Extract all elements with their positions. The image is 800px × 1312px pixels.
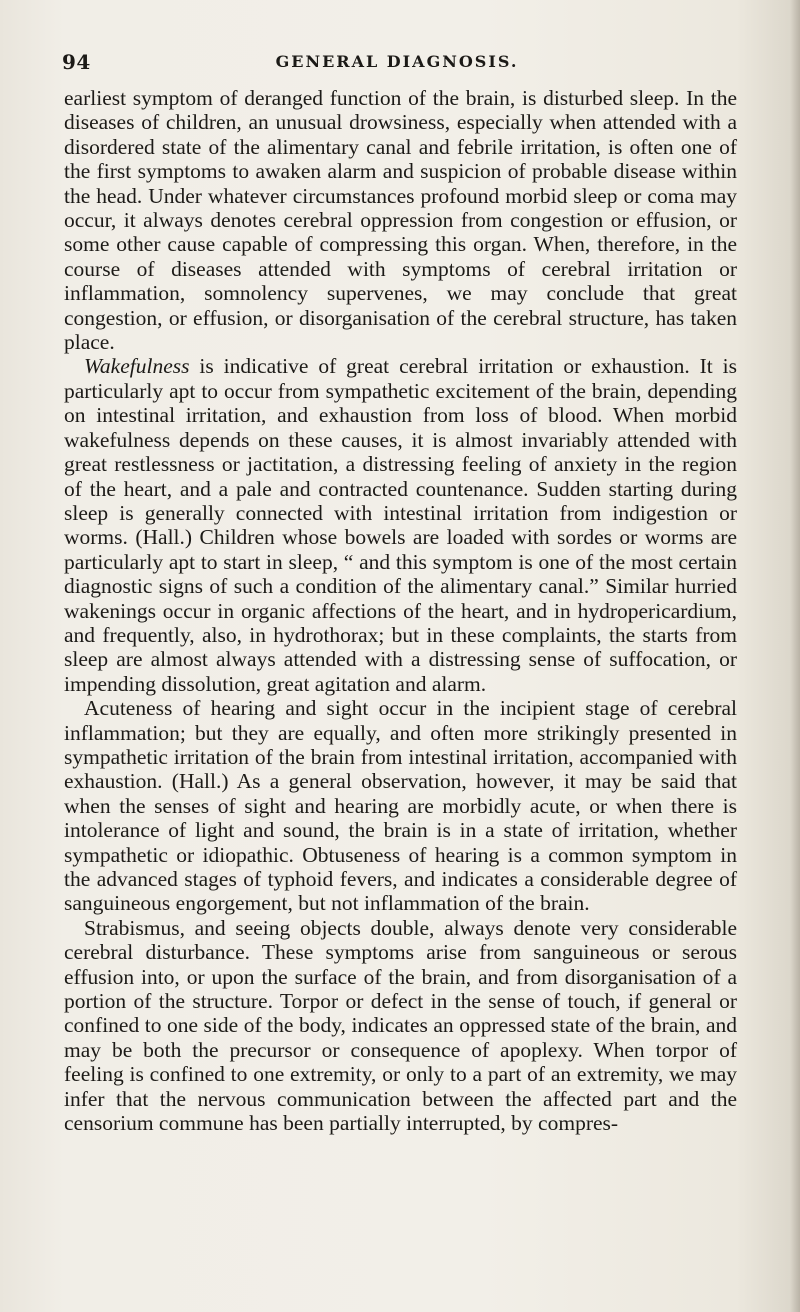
page-edge-shadow xyxy=(790,0,800,1312)
paragraph-wakefulness-text: is indicative of great cerebral irritation or exhaustion. It is particularly apt to occur from sympathetic excitement of the brain, depending on intestinal irritation, and exhaustion from loss of blood. When morbid wakefulness depends on these causes, it is almost invariably attended with great restlessness or jactitation, a distressing feeling of anxiety in the region of the heart, and a pale and contracted countenance. Sudden starting during sleep is generally connected with intestinal irritation from indigestion or worms. (Hall.) Children whose bowels are loaded with sordes or worms are particularly apt to start in sleep, “ and this symptom is one of the most certain diagnostic signs of such a condition of the alimentary canal.” Similar hurried wakenings occur in organic affections of the heart, and in hydropericardium, and frequently, also, in hydrothorax; but in these complaints, the starts from sleep are almost always attended with a distressing sense of suffocation, or impending dissolution, great agitation and alarm. xyxy=(64,354,737,696)
running-head: GENERAL DIAGNOSIS. xyxy=(275,52,519,71)
paragraph-strabismus: Strabismus, and seeing objects double, always denote very considerable cerebral disturbance. These symptoms arise from sanguineous or serous effusion into, or upon the surface of the brain, and from disorganisation of a portion of the structure. Torpor or defect in the sense of touch, if general or confined to one side of the body, indicates an oppressed state of the brain, and may be both the precursor or consequence of apoplexy. When torpor of feeling is confined to one extremity, or only to a part of an extremity, we may infer that the nervous communication between the affected part and the censorium commune has been partially interrupted, by compres- xyxy=(64,915,737,1136)
page-number: 94 xyxy=(62,50,91,74)
paragraph-acuteness: Acuteness of hearing and sight occur in the incipient stage of cerebral inflammation; but they are equally, and often more strikingly presented in sympathetic irritation of the brain from intestinal irritation, accompanied with exhaustion. (Hall.) As a general observation, however, it may be said that when the senses of sight and hearing are morbidly acute, or when there is intolerance of light and sound, the brain is in a state of irritation, whether sympathetic or idiopathic. Obtuseness of hearing is a common symptom in the advanced stages of typhoid fevers, and indicates a considerable degree of sanguineous engorgement, but not inflammation of the brain. xyxy=(64,696,737,916)
body-text xyxy=(64,86,737,1135)
page-header xyxy=(62,50,732,78)
paragraph-wakefulness xyxy=(64,354,737,696)
term-wakefulness: Wakefulness xyxy=(84,354,190,379)
paragraph-sleep: earliest symptom of deranged function of the brain, is disturbed sleep. In the diseases of children, an unusual drowsiness, especially when attended with a disordered state of the alimentary canal and febrile irritation, is often one of the first symptoms to awaken alarm and suspicion of probable disease within the head. Under whatever circumstances profound morbid sleep or coma may occur, it always denotes cerebral oppression from congestion or effusion, or some other cause capable of compressing this organ. When, therefore, in the course of diseases attended with symptoms of cerebral irritation or inflammation, somnolency supervenes, we may conclude that great congestion, or effusion, or disorganisation of the cerebral structure, has taken place. xyxy=(64,86,737,355)
